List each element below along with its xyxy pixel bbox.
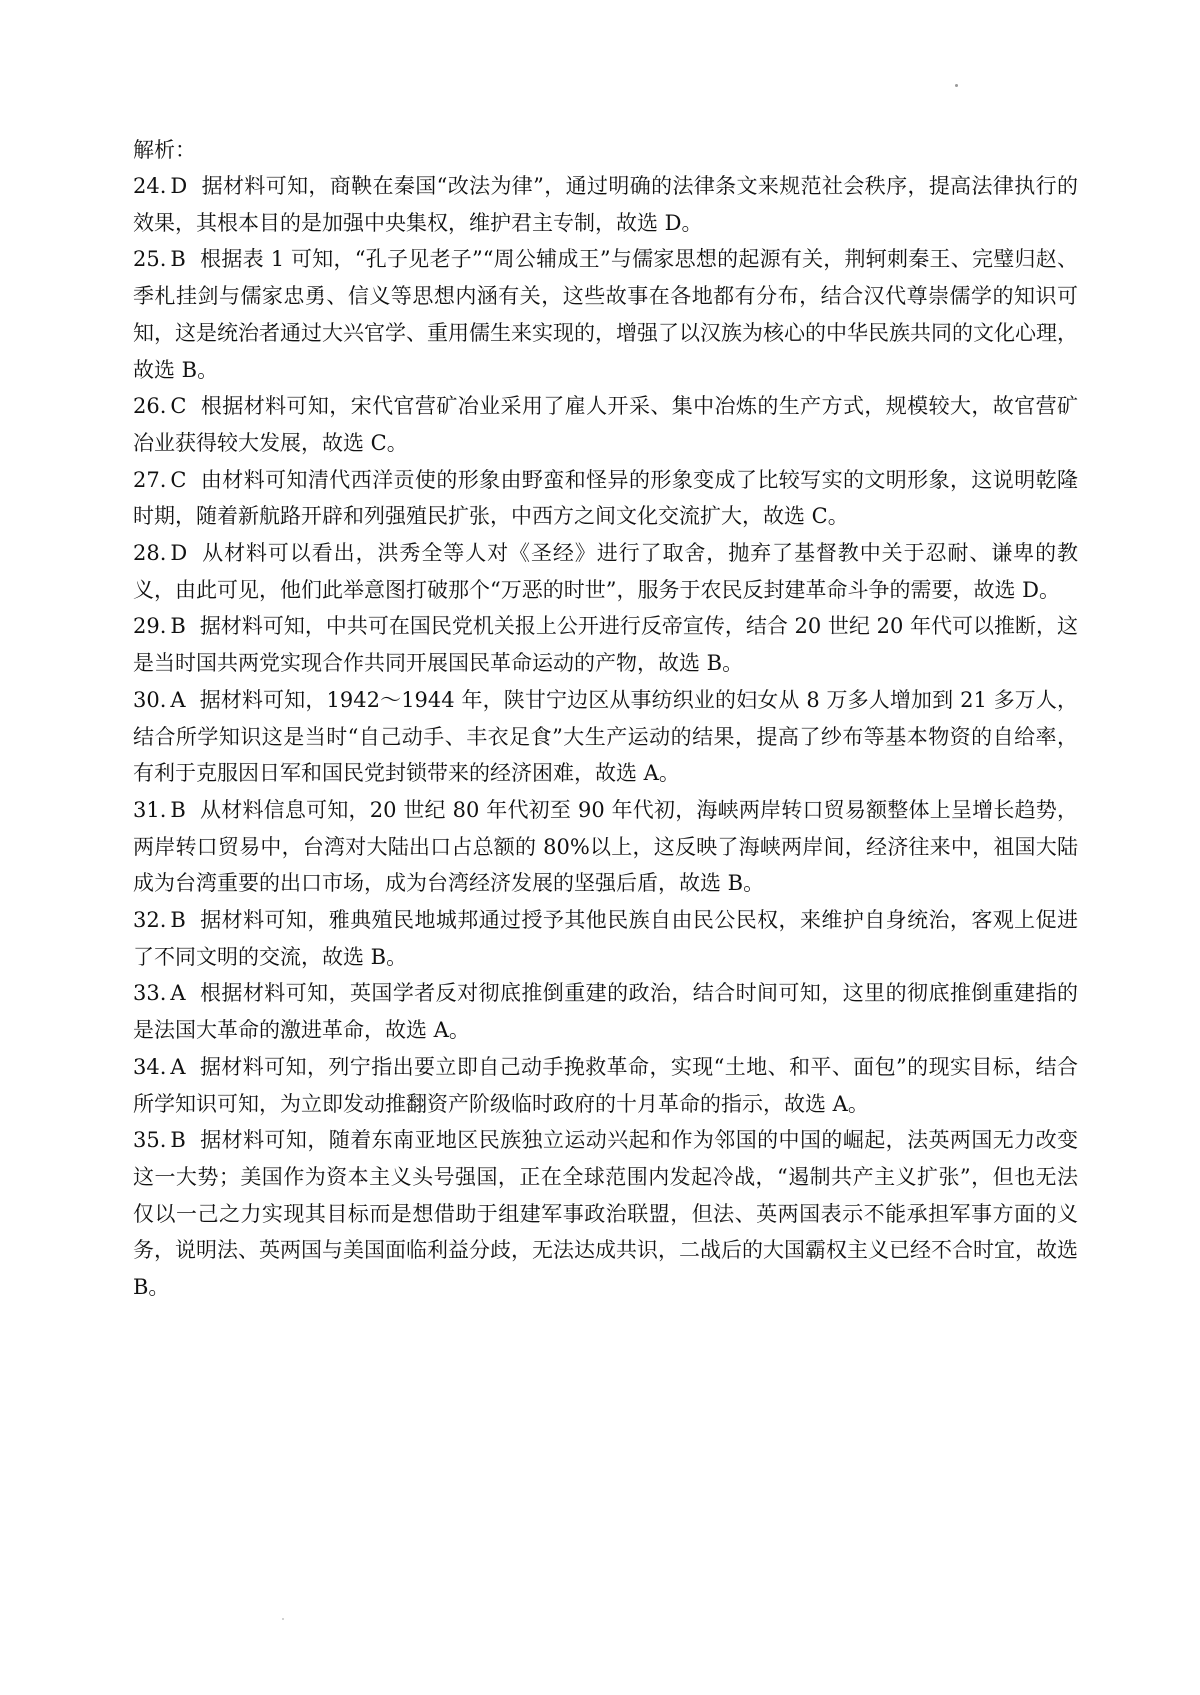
analysis-section [133,132,1078,1306]
explanation-text: 据材料可知，列宁指出要立即自己动手挽救革命，实现“土地、和平、面包”的现实目标，结合所学知识可知，为立即发动推翻资产阶级临时政府的十月革命的指示，故选 A。 [133,1054,1078,1116]
analysis-item-27 [133,462,1078,535]
question-number: 34. [133,1054,167,1079]
answer-letter: B [170,1128,186,1153]
analysis-item-32 [133,902,1078,975]
analysis-item-33 [133,975,1078,1048]
explanation-text: 据材料可知，随着东南亚地区民族独立运动兴起和作为邻国的中国的崛起，法英两国无力改变这一大势；美国作为资本主义头号强国，正在全球范围内发起冷战，“遏制共产主义扩张”，但也无法仅以一己之力实现其目标而是想借助于组建军事政治联盟，但法、英两国表示不能承担军事方面的义务，说明法、英两国与美国面临利益分歧，无法达成共识，二战后的大国霸权主义已经不合时宜，故选 B。 [133,1128,1078,1300]
scan-speck [955,84,958,87]
question-number: 27. [133,467,167,492]
question-number: 24. [133,174,167,198]
question-number: 25. [133,247,167,272]
answer-letter: A [170,687,186,712]
answer-letter: A [170,1054,186,1079]
answer-letter: B [170,614,186,639]
question-number: 26. [133,394,167,419]
analysis-item-31 [133,792,1078,902]
section-heading: 解析： [133,138,196,162]
scan-speck [282,1618,284,1620]
answer-letter: B [170,908,186,933]
analysis-item-34 [133,1049,1078,1122]
explanation-text: 根据材料可知，英国学者反对彻底推倒重建的政治，结合时间可知，这里的彻底推倒重建指的是法国大革命的激进革命，故选 A。 [133,981,1078,1043]
answer-letter: C [170,467,187,492]
analysis-item-35 [133,1122,1078,1306]
question-number: 28. [133,541,167,566]
explanation-text: 据材料可知，商鞅在秦国“改法为律”，通过明确的法律条文来规范社会秩序，提高法律执行的效果，其根本目的是加强中央集权，维护君主专制，故选 D。 [133,174,1078,235]
question-number: 32. [133,908,167,933]
question-number: 35. [133,1128,167,1153]
explanation-text: 据材料可知，1942～1944 年，陕甘宁边区从事纺织业的妇女从 8 万多人增加到 21 多万人，结合所学知识这是当时“自己动手、丰衣足食”大生产运动的结果，提高了纱布等基本物资的自给率，有利于克服因日军和国民党封锁带来的经济困难，故选 A。 [133,687,1078,786]
explanation-text: 由材料可知清代西洋贡使的形象由野蛮和怪异的形象变成了比较写实的文明形象，这说明乾隆时期，随着新航路开辟和列强殖民扩张，中西方之间文化交流扩大，故选 C。 [133,467,1078,529]
analysis-item-25 [133,241,1078,388]
answer-letter: B [170,247,186,272]
analysis-item-29 [133,608,1078,681]
explanation-text: 据材料可知，雅典殖民地城邦通过授予其他民族自由民公民权，来维护自身统治，客观上促进了不同文明的交流，故选 B。 [133,908,1078,969]
answer-letter: B [170,797,186,822]
explanation-text: 根据材料可知，宋代官营矿冶业采用了雇人开采、集中冶炼的生产方式，规模较大，故官营矿冶业获得较大发展，故选 C。 [133,394,1078,455]
question-number: 30. [133,687,167,712]
explanation-text: 根据表 1 可知，“孔子见老子”“周公辅成王”与儒家思想的起源有关，荆轲刺秦王、完璧归赵、季札挂剑与儒家忠勇、信义等思想内涵有关，这些故事在各地都有分布，结合汉代尊崇儒学的知识可知，这是统治者通过大兴官学、重用儒生来实现的，增强了以汉族为核心的中华民族共同的文化心理，故选 B。 [133,247,1078,382]
explanation-text: 从材料信息可知，20 世纪 80 年代初至 90 年代初，海峡两岸转口贸易额整体上呈增长趋势，两岸转口贸易中，台湾对大陆出口占总额的 80%以上，这反映了海峡两岸间，经济往来中，祖国大陆成为台湾重要的出口市场，成为台湾经济发展的坚强后盾，故选 B。 [133,797,1078,896]
explanation-text: 据材料可知，中共可在国民党机关报上公开进行反帝宣传，结合 20 世纪 20 年代可以推断，这是当时国共两党实现合作共同开展国民革命运动的产物，故选 B。 [133,614,1078,676]
explanation-text: 从材料可以看出，洪秀全等人对《圣经》进行了取舍，抛弃了基督教中关于忍耐、谦卑的教义，由此可见，他们此举意图打破那个“万恶的时世”，服务于农民反封建革命斗争的需要，故选 D。 [133,541,1078,602]
question-number: 33. [133,981,167,1006]
answer-letter: A [170,981,186,1006]
analysis-item-28 [133,535,1078,608]
analysis-item-24 [133,168,1078,241]
answer-letter: D [170,174,188,198]
analysis-item-26 [133,388,1078,461]
question-number: 31. [133,797,167,822]
question-number: 29. [133,614,167,639]
answer-letter: C [170,394,187,419]
analysis-item-30 [133,682,1078,792]
answer-letter: D [170,541,188,566]
